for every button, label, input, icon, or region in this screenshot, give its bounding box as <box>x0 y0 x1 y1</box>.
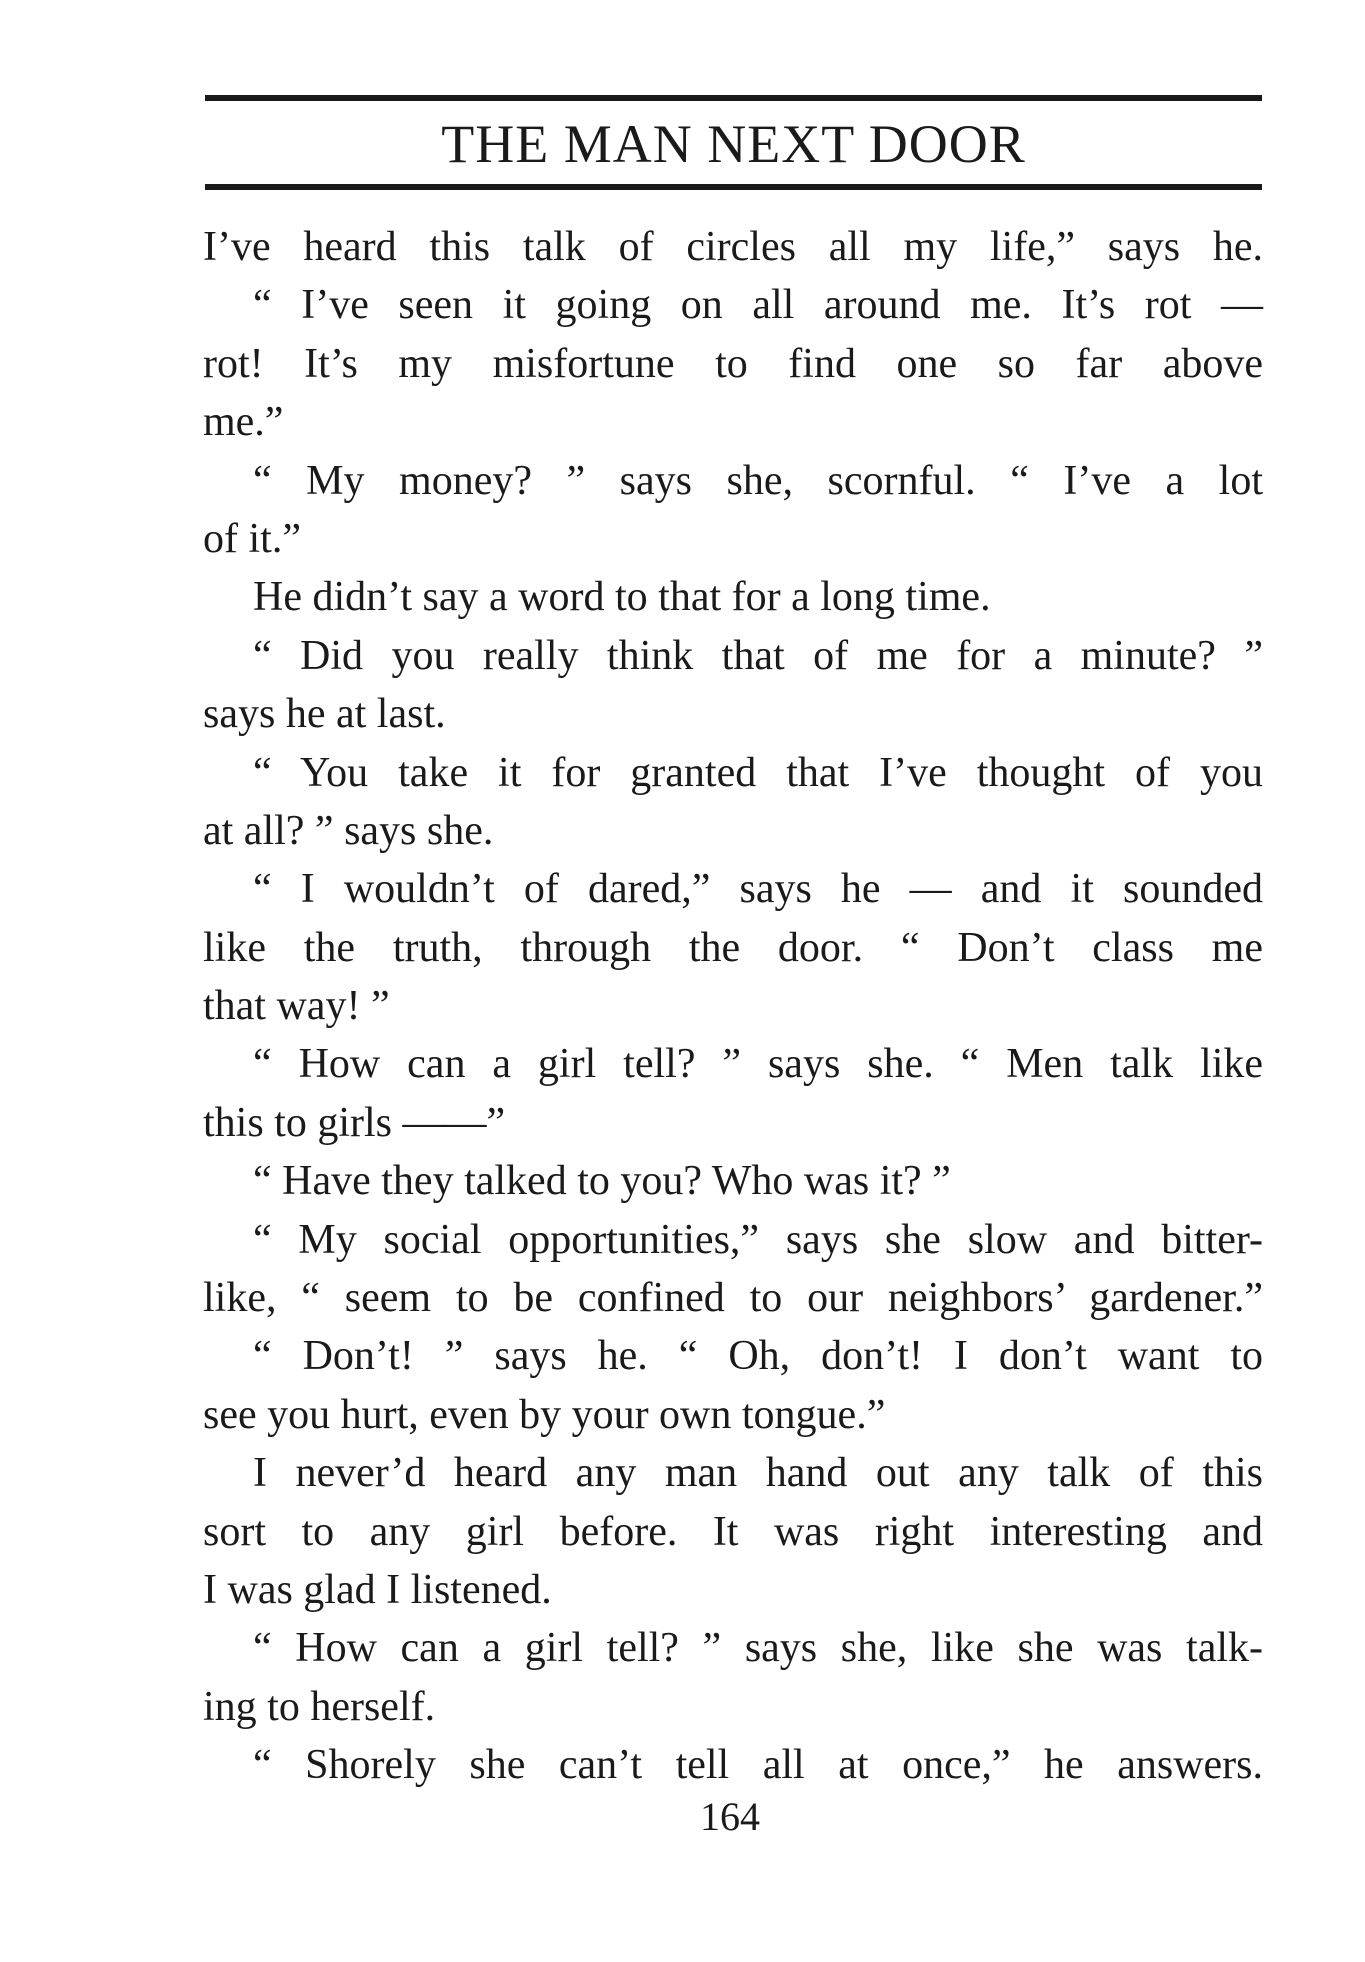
text-line: like, “ seem to be confined to our neighbors’ gardener.” <box>203 1275 1263 1322</box>
text-line: “ I’ve seen it going on all around me. It’s rot — <box>253 282 1263 329</box>
text-line: “ You take it for granted that I’ve thought of you <box>253 749 1263 796</box>
text-line: of it.” <box>203 515 301 562</box>
running-head: THE MAN NEXT DOOR <box>441 114 1026 174</box>
text-line: He didn’t say a word to that for a long time. <box>253 574 991 621</box>
text-line: like the truth, through the door. “ Don’t class me <box>203 924 1263 971</box>
text-line: “ My social opportunities,” says she slow and bitter- <box>253 1216 1263 1263</box>
text-line: “ I wouldn’t of dared,” says he — and it sounded <box>253 866 1263 913</box>
text-line: “ How can a girl tell? ” says she. “ Men talk like <box>253 1041 1263 1088</box>
text-line: “ Did you really think that of me for a minute? ” <box>253 632 1263 679</box>
text-line: I never’d heard any man hand out any talk of this <box>253 1450 1263 1497</box>
text-line: rot! It’s my misfortune to find one so far above <box>203 340 1263 387</box>
body-text <box>203 218 1263 1795</box>
text-line: that way! ” <box>203 983 390 1030</box>
text-line: “ How can a girl tell? ” says she, like she was talk- <box>253 1625 1263 1672</box>
text-line: I was glad I listened. <box>203 1566 552 1613</box>
text-line: says he at last. <box>203 691 446 738</box>
text-line: at all? ” says she. <box>203 807 494 854</box>
header-rule-top <box>205 95 1262 101</box>
text-line: “ Have they talked to you? Who was it? ” <box>253 1158 951 1205</box>
header-rule-bottom <box>205 184 1262 190</box>
text-line: this to girls ——” <box>203 1099 506 1146</box>
text-line: see you hurt, even by your own tongue.” <box>203 1391 886 1438</box>
text-line: “ Shorely she can’t tell all at once,” he answers. <box>253 1742 1263 1789</box>
text-line: I’ve heard this talk of circles all my life,” says he. <box>203 224 1263 270</box>
text-line: “ My money? ” says she, scornful. “ I’ve a lot <box>253 457 1263 504</box>
text-line: “ Don’t! ” says he. “ Oh, don’t! I don’t want to <box>253 1333 1263 1380</box>
text-line: ing to herself. <box>203 1683 436 1730</box>
text-line: me.” <box>203 399 284 446</box>
page-number: 164 <box>700 1794 760 1839</box>
text-line: sort to any girl before. It was right interesting and <box>203 1508 1263 1555</box>
